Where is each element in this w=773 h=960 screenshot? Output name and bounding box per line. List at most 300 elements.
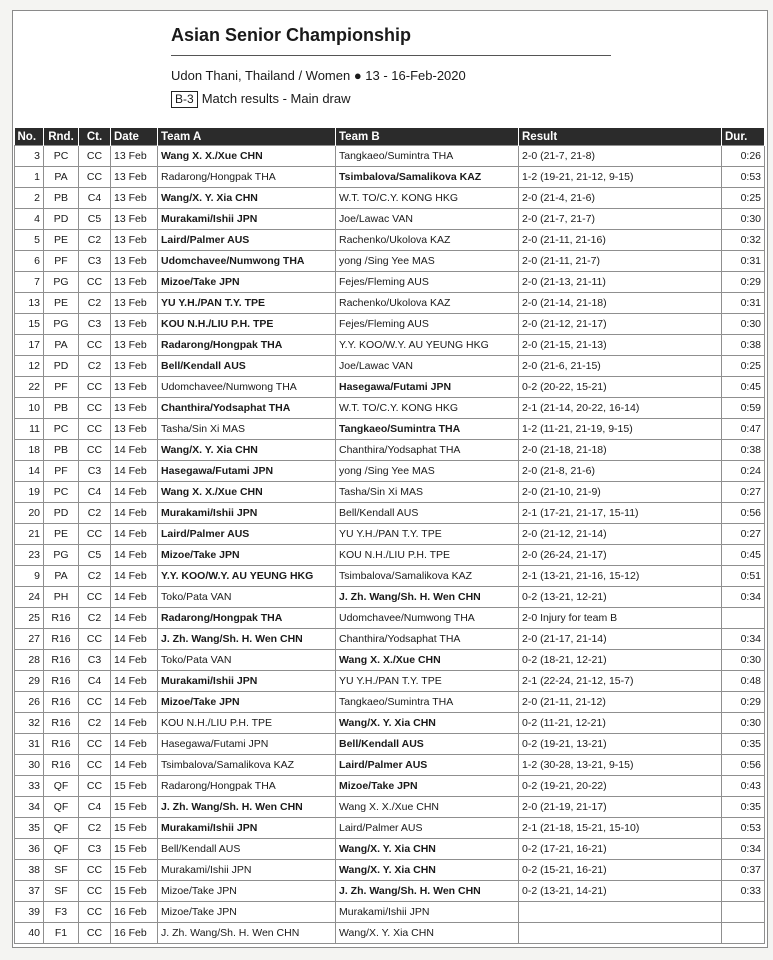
duration-cell — [722, 923, 765, 944]
court-cell: CC — [79, 860, 111, 881]
team-b-cell: Tasha/Sin Xi MAS — [336, 482, 519, 503]
team-a-cell: Radarong/Hongpak THA — [158, 776, 336, 797]
court-cell: C2 — [79, 230, 111, 251]
court-cell: CC — [79, 146, 111, 167]
date-cell: 14 Feb — [111, 755, 158, 776]
result-cell: 2-0 Injury for team B — [519, 608, 722, 629]
team-a-cell: Hasegawa/Futami JPN — [158, 734, 336, 755]
page-title: Asian Senior Championship — [171, 25, 611, 56]
duration-cell: 0:53 — [722, 818, 765, 839]
team-b-cell: Rachenko/Ukolova KAZ — [336, 230, 519, 251]
match-number-cell: 37 — [15, 881, 44, 902]
court-cell: C4 — [79, 671, 111, 692]
round-cell: PE — [44, 293, 79, 314]
result-cell — [519, 902, 722, 923]
team-b-cell: KOU N.H./LIU P.H. TPE — [336, 545, 519, 566]
round-cell: SF — [44, 860, 79, 881]
team-a-cell: Radarong/Hongpak THA — [158, 335, 336, 356]
match-number-cell: 4 — [15, 209, 44, 230]
match-number-cell: 10 — [15, 398, 44, 419]
result-cell: 2-0 (21-19, 21-17) — [519, 797, 722, 818]
result-cell: 1-2 (11-21, 21-19, 9-15) — [519, 419, 722, 440]
round-cell: PF — [44, 377, 79, 398]
court-cell: C3 — [79, 650, 111, 671]
team-a-cell: Tasha/Sin Xi MAS — [158, 419, 336, 440]
team-a-cell: Murakami/Ishii JPN — [158, 503, 336, 524]
court-cell: CC — [79, 755, 111, 776]
team-b-cell: Chanthira/Yodsaphat THA — [336, 629, 519, 650]
round-cell: R16 — [44, 755, 79, 776]
court-cell: CC — [79, 776, 111, 797]
team-a-cell: J. Zh. Wang/Sh. H. Wen CHN — [158, 923, 336, 944]
date-cell: 16 Feb — [111, 923, 158, 944]
table-row — [15, 230, 765, 251]
court-cell: C2 — [79, 293, 111, 314]
court-cell: C5 — [79, 545, 111, 566]
duration-cell: 0:51 — [722, 566, 765, 587]
team-b-cell: Y.Y. KOO/W.Y. AU YEUNG HKG — [336, 335, 519, 356]
column-header-date: Date — [111, 128, 158, 146]
table-row — [15, 755, 765, 776]
team-b-cell: Wang/X. Y. Xia CHN — [336, 923, 519, 944]
duration-cell: 0:34 — [722, 587, 765, 608]
date-cell: 14 Feb — [111, 461, 158, 482]
duration-cell: 0:30 — [722, 314, 765, 335]
document-header — [171, 25, 611, 108]
team-b-cell: yong /Sing Yee MAS — [336, 251, 519, 272]
result-cell: 0-2 (19-21, 13-21) — [519, 734, 722, 755]
table-row — [15, 545, 765, 566]
match-number-cell: 13 — [15, 293, 44, 314]
date-cell: 13 Feb — [111, 377, 158, 398]
match-number-cell: 12 — [15, 356, 44, 377]
team-a-cell: Mizoe/Take JPN — [158, 272, 336, 293]
court-cell: CC — [79, 167, 111, 188]
result-cell: 2-0 (21-8, 21-6) — [519, 461, 722, 482]
court-cell: C3 — [79, 461, 111, 482]
team-b-cell: Tangkaeo/Sumintra THA — [336, 419, 519, 440]
court-cell: CC — [79, 335, 111, 356]
result-cell: 1-2 (30-28, 13-21, 9-15) — [519, 755, 722, 776]
team-b-cell: Chanthira/Yodsaphat THA — [336, 440, 519, 461]
team-a-cell: J. Zh. Wang/Sh. H. Wen CHN — [158, 797, 336, 818]
table-row — [15, 503, 765, 524]
team-a-cell: Radarong/Hongpak THA — [158, 167, 336, 188]
round-cell: R16 — [44, 608, 79, 629]
team-a-cell: Wang X. X./Xue CHN — [158, 146, 336, 167]
team-a-cell: Murakami/Ishii JPN — [158, 671, 336, 692]
match-number-cell: 14 — [15, 461, 44, 482]
duration-cell: 0:34 — [722, 839, 765, 860]
result-cell: 0-2 (19-21, 20-22) — [519, 776, 722, 797]
table-row — [15, 902, 765, 923]
team-b-cell: Laird/Palmer AUS — [336, 755, 519, 776]
table-row — [15, 608, 765, 629]
round-cell: F3 — [44, 902, 79, 923]
team-a-cell: Mizoe/Take JPN — [158, 692, 336, 713]
duration-cell — [722, 902, 765, 923]
table-row — [15, 713, 765, 734]
table-row — [15, 314, 765, 335]
result-cell: 2-1 (21-18, 15-21, 15-10) — [519, 818, 722, 839]
team-a-cell: Laird/Palmer AUS — [158, 524, 336, 545]
result-cell: 2-0 (21-15, 21-13) — [519, 335, 722, 356]
round-cell: PB — [44, 440, 79, 461]
court-cell: CC — [79, 419, 111, 440]
date-cell: 14 Feb — [111, 440, 158, 461]
table-row — [15, 860, 765, 881]
result-cell: 2-0 (21-11, 21-16) — [519, 230, 722, 251]
team-a-cell: Mizoe/Take JPN — [158, 902, 336, 923]
team-a-cell: Hasegawa/Futami JPN — [158, 461, 336, 482]
result-cell: 2-0 (21-6, 21-15) — [519, 356, 722, 377]
court-cell: C4 — [79, 188, 111, 209]
court-cell: C2 — [79, 818, 111, 839]
duration-cell: 0:34 — [722, 629, 765, 650]
round-cell: PG — [44, 545, 79, 566]
team-b-cell: Wang X. X./Xue CHN — [336, 797, 519, 818]
team-b-cell: Joe/Lawac VAN — [336, 356, 519, 377]
team-b-cell: Fejes/Fleming AUS — [336, 314, 519, 335]
court-cell: C2 — [79, 608, 111, 629]
court-cell: CC — [79, 734, 111, 755]
column-header-court: Ct. — [79, 128, 111, 146]
results-table — [14, 128, 765, 944]
court-cell: C2 — [79, 713, 111, 734]
round-cell: SF — [44, 881, 79, 902]
round-cell: PC — [44, 482, 79, 503]
round-cell: R16 — [44, 629, 79, 650]
duration-cell: 0:48 — [722, 671, 765, 692]
table-row — [15, 923, 765, 944]
result-cell: 0-2 (11-21, 12-21) — [519, 713, 722, 734]
court-cell: C5 — [79, 209, 111, 230]
table-row — [15, 566, 765, 587]
round-cell: QF — [44, 818, 79, 839]
team-b-cell: Bell/Kendall AUS — [336, 503, 519, 524]
round-cell: PC — [44, 419, 79, 440]
result-cell: 2-0 (21-14, 21-18) — [519, 293, 722, 314]
round-cell: PH — [44, 587, 79, 608]
match-number-cell: 30 — [15, 755, 44, 776]
date-cell: 13 Feb — [111, 188, 158, 209]
match-number-cell: 20 — [15, 503, 44, 524]
result-cell: 2-1 (13-21, 21-16, 15-12) — [519, 566, 722, 587]
round-cell: R16 — [44, 692, 79, 713]
team-a-cell: Chanthira/Yodsaphat THA — [158, 398, 336, 419]
date-cell: 13 Feb — [111, 293, 158, 314]
result-cell: 2-0 (21-12, 21-17) — [519, 314, 722, 335]
match-number-cell: 17 — [15, 335, 44, 356]
round-cell: R16 — [44, 650, 79, 671]
court-cell: CC — [79, 398, 111, 419]
duration-cell: 0:30 — [722, 209, 765, 230]
duration-cell: 0:56 — [722, 503, 765, 524]
team-a-cell: Y.Y. KOO/W.Y. AU YEUNG HKG — [158, 566, 336, 587]
team-b-cell: YU Y.H./PAN T.Y. TPE — [336, 671, 519, 692]
match-number-cell: 7 — [15, 272, 44, 293]
team-a-cell: Mizoe/Take JPN — [158, 545, 336, 566]
column-header-team-b: Team B — [336, 128, 519, 146]
round-cell: PC — [44, 146, 79, 167]
court-cell: CC — [79, 692, 111, 713]
duration-cell: 0:27 — [722, 524, 765, 545]
date-cell: 14 Feb — [111, 503, 158, 524]
match-number-cell: 2 — [15, 188, 44, 209]
result-cell: 0-2 (17-21, 16-21) — [519, 839, 722, 860]
match-number-cell: 15 — [15, 314, 44, 335]
match-number-cell: 25 — [15, 608, 44, 629]
team-b-cell: Wang/X. Y. Xia CHN — [336, 860, 519, 881]
match-number-cell: 18 — [15, 440, 44, 461]
team-a-cell: KOU N.H./LIU P.H. TPE — [158, 314, 336, 335]
team-b-cell: Joe/Lawac VAN — [336, 209, 519, 230]
date-cell: 14 Feb — [111, 482, 158, 503]
duration-cell — [722, 608, 765, 629]
round-cell: PB — [44, 188, 79, 209]
round-cell: QF — [44, 776, 79, 797]
column-header-no: No. — [15, 128, 44, 146]
date-cell: 13 Feb — [111, 209, 158, 230]
match-number-cell: 23 — [15, 545, 44, 566]
table-row — [15, 587, 765, 608]
match-number-cell: 21 — [15, 524, 44, 545]
duration-cell: 0:31 — [722, 251, 765, 272]
table-row — [15, 839, 765, 860]
team-a-cell: Toko/Pata VAN — [158, 650, 336, 671]
round-cell: PF — [44, 251, 79, 272]
team-b-cell: W.T. TO/C.Y. KONG HKG — [336, 188, 519, 209]
document-code-badge: B-3 — [171, 91, 198, 108]
round-cell: PG — [44, 272, 79, 293]
team-b-cell: Bell/Kendall AUS — [336, 734, 519, 755]
court-cell: C3 — [79, 251, 111, 272]
table-row — [15, 167, 765, 188]
result-cell: 0-2 (13-21, 12-21) — [519, 587, 722, 608]
team-b-cell: Rachenko/Ukolova KAZ — [336, 293, 519, 314]
column-header-duration: Dur. — [722, 128, 765, 146]
match-number-cell: 26 — [15, 692, 44, 713]
result-cell: 2-0 (21-10, 21-9) — [519, 482, 722, 503]
table-row — [15, 377, 765, 398]
date-cell: 13 Feb — [111, 356, 158, 377]
team-b-cell: Tsimbalova/Samalikova KAZ — [336, 167, 519, 188]
result-cell: 2-0 (26-24, 21-17) — [519, 545, 722, 566]
duration-cell: 0:43 — [722, 776, 765, 797]
court-cell: CC — [79, 902, 111, 923]
team-b-cell: Udomchavee/Numwong THA — [336, 608, 519, 629]
date-cell: 14 Feb — [111, 608, 158, 629]
duration-cell: 0:29 — [722, 272, 765, 293]
round-cell: PE — [44, 230, 79, 251]
team-b-cell: Tangkaeo/Sumintra THA — [336, 692, 519, 713]
duration-cell: 0:31 — [722, 293, 765, 314]
team-b-cell: Fejes/Fleming AUS — [336, 272, 519, 293]
table-row — [15, 272, 765, 293]
result-cell: 2-0 (21-4, 21-6) — [519, 188, 722, 209]
match-number-cell: 27 — [15, 629, 44, 650]
table-row — [15, 881, 765, 902]
match-number-cell: 6 — [15, 251, 44, 272]
team-a-cell: Udomchavee/Numwong THA — [158, 251, 336, 272]
date-cell: 15 Feb — [111, 776, 158, 797]
round-cell: PD — [44, 503, 79, 524]
team-b-cell: Laird/Palmer AUS — [336, 818, 519, 839]
duration-cell: 0:25 — [722, 356, 765, 377]
table-row — [15, 818, 765, 839]
date-cell: 14 Feb — [111, 713, 158, 734]
match-number-cell: 24 — [15, 587, 44, 608]
table-row — [15, 209, 765, 230]
duration-cell: 0:25 — [722, 188, 765, 209]
team-b-cell: yong /Sing Yee MAS — [336, 461, 519, 482]
team-b-cell: Tsimbalova/Samalikova KAZ — [336, 566, 519, 587]
date-cell: 15 Feb — [111, 839, 158, 860]
team-a-cell: J. Zh. Wang/Sh. H. Wen CHN — [158, 629, 336, 650]
team-a-cell: Toko/Pata VAN — [158, 587, 336, 608]
round-cell: R16 — [44, 671, 79, 692]
date-cell: 13 Feb — [111, 335, 158, 356]
date-cell: 14 Feb — [111, 671, 158, 692]
team-b-cell: Wang/X. Y. Xia CHN — [336, 839, 519, 860]
results-sheet — [12, 10, 768, 948]
result-cell — [519, 923, 722, 944]
date-cell: 16 Feb — [111, 902, 158, 923]
match-number-cell: 35 — [15, 818, 44, 839]
duration-cell: 0:33 — [722, 881, 765, 902]
date-cell: 14 Feb — [111, 566, 158, 587]
table-row — [15, 524, 765, 545]
date-cell: 13 Feb — [111, 314, 158, 335]
match-number-cell: 19 — [15, 482, 44, 503]
table-row — [15, 356, 765, 377]
team-a-cell: Murakami/Ishii JPN — [158, 818, 336, 839]
round-cell: QF — [44, 839, 79, 860]
table-row — [15, 797, 765, 818]
column-header-team-a: Team A — [158, 128, 336, 146]
result-cell: 2-0 (21-11, 21-12) — [519, 692, 722, 713]
team-b-cell: Wang/X. Y. Xia CHN — [336, 713, 519, 734]
duration-cell: 0:27 — [722, 482, 765, 503]
date-cell: 15 Feb — [111, 797, 158, 818]
date-cell: 15 Feb — [111, 881, 158, 902]
team-b-cell: Wang X. X./Xue CHN — [336, 650, 519, 671]
table-header-row — [15, 128, 765, 146]
table-row — [15, 734, 765, 755]
date-cell: 15 Feb — [111, 860, 158, 881]
table-row — [15, 776, 765, 797]
table-row — [15, 461, 765, 482]
date-cell: 14 Feb — [111, 587, 158, 608]
team-b-cell: Murakami/Ishii JPN — [336, 902, 519, 923]
table-row — [15, 650, 765, 671]
date-cell: 14 Feb — [111, 545, 158, 566]
duration-cell: 0:29 — [722, 692, 765, 713]
date-cell: 13 Feb — [111, 230, 158, 251]
team-b-cell: J. Zh. Wang/Sh. H. Wen CHN — [336, 881, 519, 902]
round-cell: PE — [44, 524, 79, 545]
team-b-cell: W.T. TO/C.Y. KONG HKG — [336, 398, 519, 419]
duration-cell: 0:35 — [722, 797, 765, 818]
duration-cell: 0:30 — [722, 713, 765, 734]
match-number-cell: 11 — [15, 419, 44, 440]
duration-cell: 0:24 — [722, 461, 765, 482]
duration-cell: 0:35 — [722, 734, 765, 755]
result-cell: 2-0 (21-7, 21-8) — [519, 146, 722, 167]
table-row — [15, 188, 765, 209]
team-a-cell: Wang X. X./Xue CHN — [158, 482, 336, 503]
table-row — [15, 146, 765, 167]
court-cell: C2 — [79, 356, 111, 377]
team-a-cell: Wang/X. Y. Xia CHN — [158, 440, 336, 461]
date-cell: 15 Feb — [111, 818, 158, 839]
match-number-cell: 34 — [15, 797, 44, 818]
table-row — [15, 335, 765, 356]
match-number-cell: 38 — [15, 860, 44, 881]
date-cell: 13 Feb — [111, 398, 158, 419]
result-cell: 2-0 (21-12, 21-14) — [519, 524, 722, 545]
team-b-cell: Mizoe/Take JPN — [336, 776, 519, 797]
result-cell: 0-2 (20-22, 15-21) — [519, 377, 722, 398]
match-number-cell: 32 — [15, 713, 44, 734]
column-header-result: Result — [519, 128, 722, 146]
duration-cell: 0:38 — [722, 335, 765, 356]
duration-cell: 0:30 — [722, 650, 765, 671]
match-number-cell: 31 — [15, 734, 44, 755]
date-cell: 13 Feb — [111, 419, 158, 440]
document-label — [171, 91, 611, 108]
match-number-cell: 39 — [15, 902, 44, 923]
result-cell: 2-1 (21-14, 20-22, 16-14) — [519, 398, 722, 419]
match-number-cell: 22 — [15, 377, 44, 398]
round-cell: PA — [44, 566, 79, 587]
team-b-cell: J. Zh. Wang/Sh. H. Wen CHN — [336, 587, 519, 608]
court-cell: CC — [79, 881, 111, 902]
team-a-cell: Murakami/Ishii JPN — [158, 860, 336, 881]
result-cell: 2-0 (21-11, 21-7) — [519, 251, 722, 272]
round-cell: PG — [44, 314, 79, 335]
date-cell: 14 Feb — [111, 650, 158, 671]
team-a-cell: Radarong/Hongpak THA — [158, 608, 336, 629]
table-row — [15, 398, 765, 419]
round-cell: QF — [44, 797, 79, 818]
date-cell: 14 Feb — [111, 629, 158, 650]
result-cell: 0-2 (15-21, 16-21) — [519, 860, 722, 881]
team-a-cell: Bell/Kendall AUS — [158, 356, 336, 377]
round-cell: PF — [44, 461, 79, 482]
match-number-cell: 28 — [15, 650, 44, 671]
table-row — [15, 629, 765, 650]
round-cell: PD — [44, 209, 79, 230]
duration-cell: 0:38 — [722, 440, 765, 461]
court-cell: CC — [79, 587, 111, 608]
date-cell: 14 Feb — [111, 692, 158, 713]
court-cell: CC — [79, 629, 111, 650]
result-cell: 2-0 (21-18, 21-18) — [519, 440, 722, 461]
result-cell: 0-2 (13-21, 14-21) — [519, 881, 722, 902]
round-cell: PA — [44, 167, 79, 188]
court-cell: CC — [79, 272, 111, 293]
court-cell: C2 — [79, 566, 111, 587]
round-cell: R16 — [44, 734, 79, 755]
duration-cell: 0:45 — [722, 545, 765, 566]
team-a-cell: KOU N.H./LIU P.H. TPE — [158, 713, 336, 734]
match-number-cell: 3 — [15, 146, 44, 167]
date-cell: 14 Feb — [111, 524, 158, 545]
table-row — [15, 440, 765, 461]
date-cell: 14 Feb — [111, 734, 158, 755]
results-table-body — [15, 146, 765, 944]
